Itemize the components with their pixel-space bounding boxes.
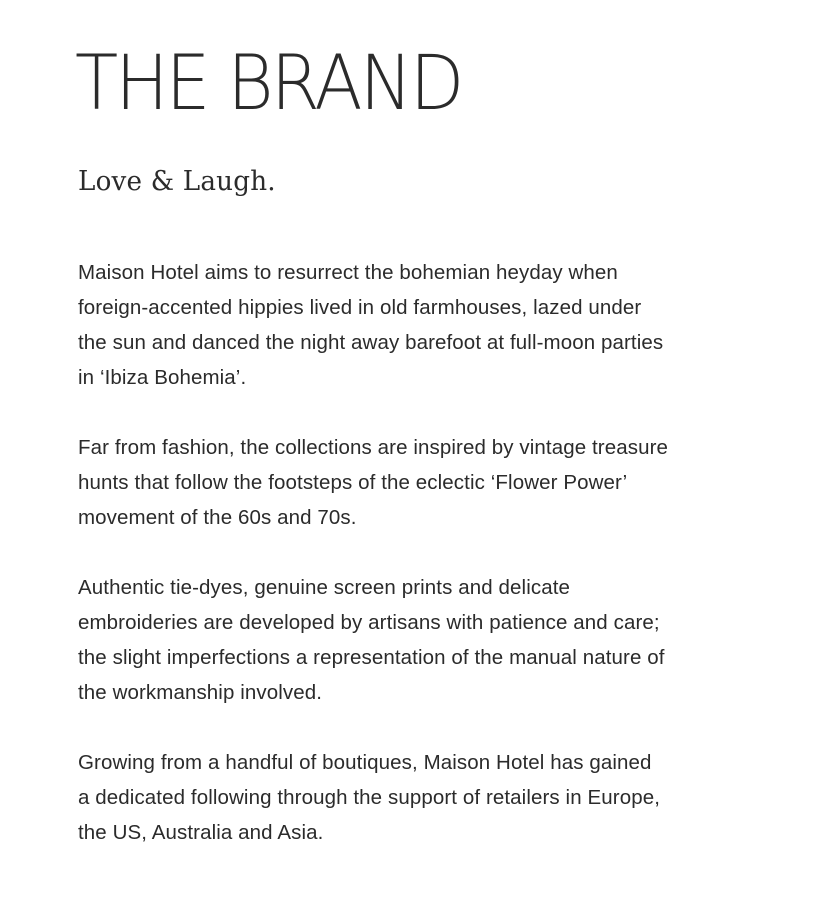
paragraph-line: movement of the 60s and 70s. (78, 506, 357, 529)
paragraph-line: the US, Australia and Asia. (78, 821, 324, 844)
paragraph-line: the slight imperfections a representation of the manual nature of (78, 646, 665, 669)
paragraph-line: a dedicated following through the support of retailers in Europe, (78, 786, 661, 809)
paragraph-line: embroideries are developed by artisans with patience and care; (78, 611, 660, 634)
paragraph-line: Far from fashion, the collections are inspired by vintage treasure (78, 436, 668, 459)
paragraph-intro (78, 255, 758, 395)
paragraph-line: the workmanship involved. (78, 681, 323, 704)
paragraph-collections (78, 430, 758, 535)
paragraph-growth (78, 745, 758, 850)
paragraph-line: Growing from a handful of boutiques, Maison Hotel has gained (78, 751, 652, 774)
paragraph-line: hunts that follow the footsteps of the eclectic ‘Flower Power’ (78, 471, 628, 494)
paragraph-line: in ‘Ibiza Bohemia’. (78, 366, 247, 389)
paragraph-line: foreign-accented hippies lived in old farmhouses, lazed under (78, 296, 642, 319)
tagline: Love & Laugh. (78, 166, 276, 197)
paragraph-line: Maison Hotel aims to resurrect the bohemian heyday when (78, 261, 618, 284)
body-copy (78, 255, 758, 885)
page-title: THE BRAND (75, 38, 462, 127)
paragraph-craftsmanship (78, 570, 758, 710)
paragraph-line: Authentic tie-dyes, genuine screen prints and delicate (78, 576, 571, 599)
paragraph-line: the sun and danced the night away barefoot at full-moon parties (78, 331, 664, 354)
